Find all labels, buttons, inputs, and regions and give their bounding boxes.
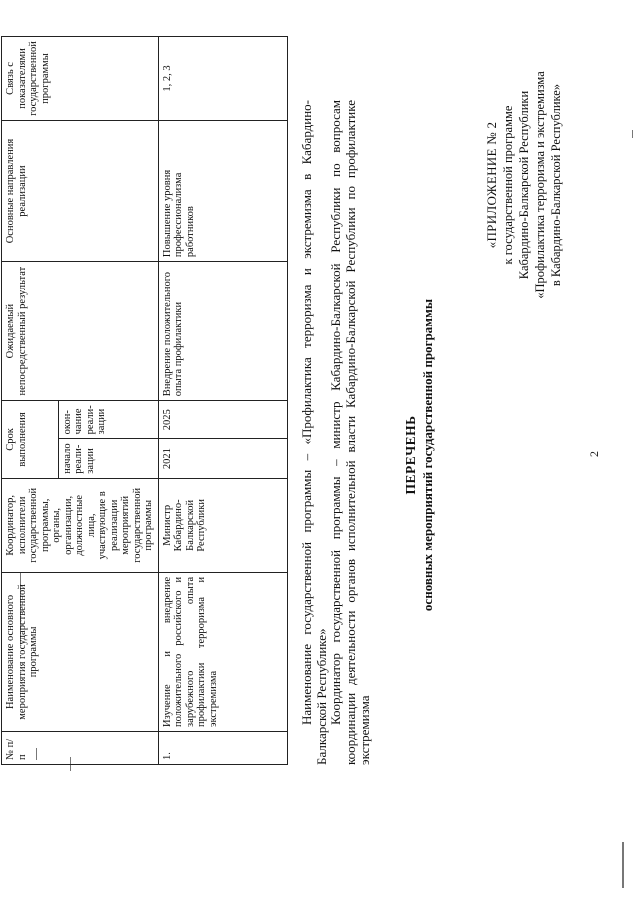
page-number: 2 bbox=[587, 451, 601, 457]
appendix-line: «Профилактика терроризма и экстремизма bbox=[533, 71, 547, 299]
appendix-block bbox=[484, 25, 564, 345]
appendix-line: в Кабардино-Балкарской Республике» bbox=[549, 83, 563, 287]
header-directions: Основные направления реализации bbox=[2, 120, 159, 261]
cell-directions: Повышение уровня профессионализма работников bbox=[158, 120, 287, 261]
cell-coordinator: Министр Кабардино-Балкарской Республики bbox=[158, 478, 287, 572]
appendix-line: Кабардино-Балкарской Республики bbox=[517, 90, 531, 280]
header-num: № п/п bbox=[2, 731, 159, 764]
header-end: окон-чание реали-зации bbox=[58, 401, 158, 439]
title-sub: основных мероприятий государственной программы bbox=[420, 298, 435, 612]
header-result: Ожидаемый непосредственный результат bbox=[2, 262, 159, 401]
program-name: Наименование государственной программы – «Профилактика терроризма и экстремизма в Кабардино-Балкарской Республике» bbox=[299, 100, 329, 765]
header-link: Связь с показателями государственной программы bbox=[2, 37, 159, 121]
cell-name: Изучение и внедрение положительного российского и зарубежного опыта профилактики терроризма и экстремизма bbox=[158, 572, 287, 731]
header-start: начало реали-зации bbox=[58, 439, 158, 478]
measures-table bbox=[1, 36, 288, 765]
title-main: ПЕРЕЧЕНЬ bbox=[403, 415, 418, 495]
program-info bbox=[300, 100, 373, 765]
header-name: Наименование основного мероприятия государственной программы bbox=[2, 572, 159, 731]
cell-result: Внедрение положительного опыта профилактики bbox=[158, 262, 287, 401]
appendix-line: к государственной программе bbox=[501, 105, 515, 265]
document-title bbox=[402, 175, 436, 735]
appendix-title: «ПРИЛОЖЕНИЕ № 2 bbox=[484, 121, 499, 249]
cell-num: 1. bbox=[158, 731, 287, 764]
cell-end: 2025 bbox=[158, 401, 287, 439]
program-coordinator: Координатор государственной программы – министр Кабардино-Балкарской Республики по вопросам координации деятельности органов исполнительной власти Кабардино-Балкарской Республики по профилактике экстремизма bbox=[328, 100, 372, 765]
cell-start: 2021 bbox=[158, 439, 287, 478]
header-coordinator: Координатор, исполнители государственной программы, органы, организации, должностные лица, участвующие в реализации мероприятий государственной программы bbox=[2, 478, 159, 572]
cell-link: 1, 2, 3 bbox=[158, 37, 287, 121]
table-row bbox=[158, 37, 287, 765]
header-period: Срок выполнения bbox=[2, 401, 59, 479]
